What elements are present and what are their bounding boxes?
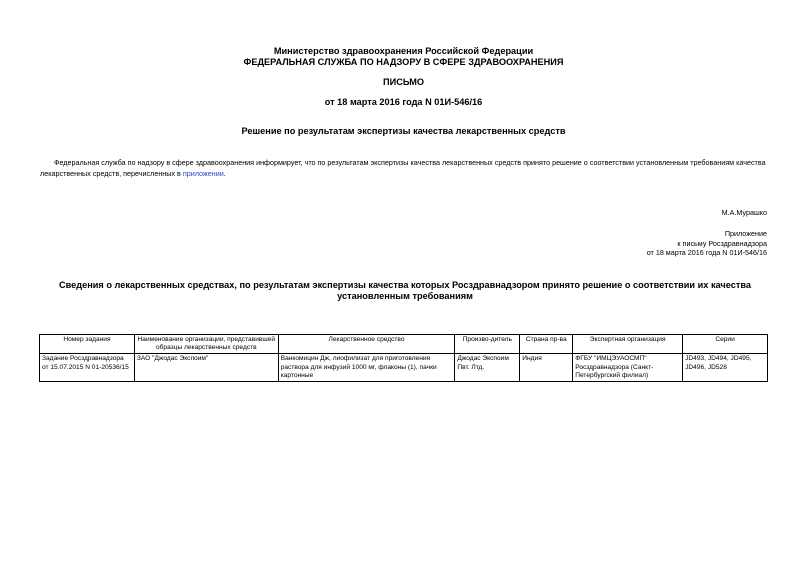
- cell-medicine: Ванкомицин Дж, лиофилизат для приготовления раствора для инфузий 1000 мг, флаконы (1), пачки картонные: [278, 354, 455, 382]
- cell-expert-org: ФГБУ "ИМЦЭУАОСМП" Росздравнадзора (Санкт-Петербургский филиал): [573, 354, 683, 382]
- table-header-row: [40, 335, 768, 354]
- col-header-expert-org: Экспертная организация: [573, 335, 683, 354]
- medicines-table: [39, 334, 768, 382]
- document-subject: Решение по результатам экспертизы качества лекарственных средств: [241, 126, 566, 136]
- appendix-line-2: к письму Росздравнадзора: [677, 238, 767, 248]
- appendix-section-title: Сведения о лекарственных средствах, по результатам экспертизы качества которых Росздравнадзором принято решение о соответствии их качества установленным требованиям: [59, 280, 751, 301]
- col-header-task-number: Номер задания: [40, 335, 135, 354]
- col-header-series: Серии: [683, 335, 768, 354]
- col-header-organization: Наименование организации, представившей образцы лекарственных средств: [134, 335, 278, 354]
- cell-organization: ЗАО "Джодас Экспоим": [134, 354, 278, 382]
- document-type: ПИСЬМО: [382, 77, 425, 87]
- col-header-medicine: Лекарственное средство: [278, 335, 455, 354]
- table-row: [40, 354, 768, 382]
- cell-series: JD493, JD494, JD495, JD496, JD528: [683, 354, 768, 382]
- body-text-end: .: [223, 169, 226, 178]
- appendix-line-1: Приложение: [724, 229, 767, 238]
- appendix-block: [647, 229, 767, 258]
- signature: М.А.Мурашко: [721, 208, 767, 217]
- appendix-link[interactable]: приложении: [182, 169, 224, 178]
- col-header-manufacturer: Произво-дитель: [455, 335, 520, 354]
- col-header-country: Страна пр-ва: [520, 335, 573, 354]
- cell-manufacturer: Джодас Экспоим Пвт. Лтд.: [455, 354, 520, 382]
- service-title: ФЕДЕРАЛЬНАЯ СЛУЖБА ПО НАДЗОРУ В СФЕРЕ ЗДРАВООХРАНЕНИЯ: [243, 57, 564, 67]
- cell-task-number: Задание Росздравнадзора от 15.07.2015 N 01-20536/15: [40, 354, 135, 382]
- appendix-line-3: от 18 марта 2016 года N 01И-546/16: [646, 248, 767, 257]
- ministry-title: Министерство здравоохранения Российской Федерации: [273, 46, 534, 56]
- cell-country: Индия: [520, 354, 573, 382]
- letter-body: [40, 157, 770, 179]
- body-text-start: Федеральная служба по надзору в сфере здравоохранения информирует, что по результатам экспертизы качества лекарственных средств принято решение о соответствии установленным требованиям качества лекарственных средств, перечисленных в: [40, 158, 766, 178]
- document-date-number: от 18 марта 2016 года N 01И-546/16: [324, 97, 483, 107]
